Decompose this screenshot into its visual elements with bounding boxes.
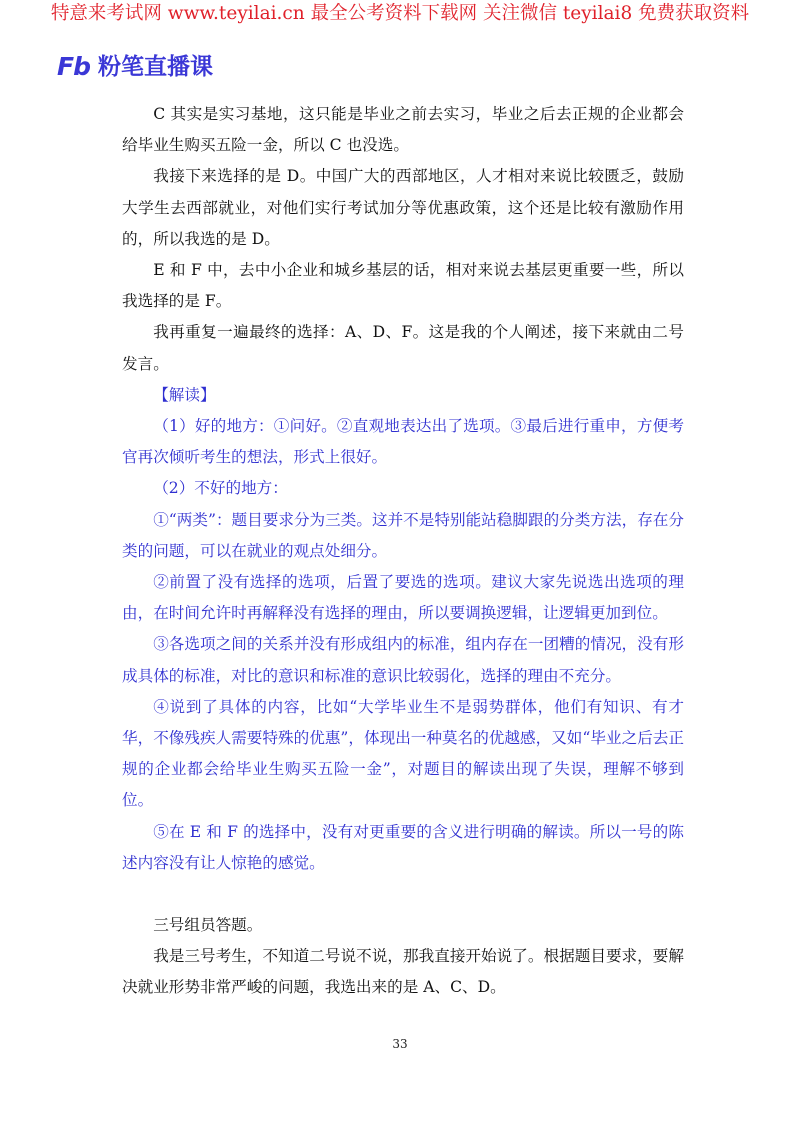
paragraph-2: 我接下来选择的是 D。中国广大的西部地区，人才相对来说比较匮乏，鼓励大学生去西部就业，对他们实行考试加分等优惠政策，这个还是比较有激励作用的，所以我选的是 D。 [122, 167, 684, 248]
paragraph-3: E 和 F 中，去中小企业和城乡基层的话，相对来说去基层更重要一些，所以我选择的是 F。 [122, 261, 684, 311]
brand-logo [57, 52, 213, 82]
analysis-bad-point-2: ②前置了没有选择的选项，后置了要选的选项。建议大家先说选出选项的理由，在时间允许时再解释没有选择的理由，所以要调换逻辑，让逻辑更加到位。 [122, 573, 684, 623]
analysis-good: （1）好的地方：①问好。②直观地表达出了选项。③最后进行重申，方便考官再次倾听考生的想法，形式上很好。 [122, 417, 684, 467]
paragraph-1: C 其实是实习基地，这只能是毕业之前去实习，毕业之后去正规的企业都会给毕业生购买五险一金，所以 C 也没选。 [122, 105, 684, 155]
analysis-bad-point-1: ①“两类”：题目要求分为三类。这并不是特别能站稳脚跟的分类方法，存在分类的问题，可以在就业的观点处细分。 [122, 510, 684, 560]
analysis-bad-heading: （2）不好的地方： [153, 479, 288, 498]
analysis-bad-point-3: ③各选项之间的关系并没有形成组内的标准，组内存在一团糟的情况，没有形成具体的标准，对比的意识和标准的意识比较弱化，选择的理由不充分。 [122, 635, 684, 685]
page-number: 33 [392, 1037, 408, 1051]
brand-name: 粉笔直播课 [97, 54, 213, 80]
analysis-bad-point-5: ⑤在 E 和 F 的选择中，没有对更重要的含义进行明确的解读。所以一号的陈述内容没有让人惊艳的感觉。 [122, 822, 684, 872]
fenbi-logo-icon: Fb [57, 52, 90, 81]
analysis-heading: 【解读】 [153, 385, 216, 404]
analysis-bad-point-4: ④说到了具体的内容，比如“大学毕业生不是弱势群体，他们有知识、有才华，不像残疾人需要特殊的优惠”，体现出一种莫名的优越感，又如“毕业之后去正规的企业都会给毕业生购买五险一金”，对题目的解读出现了失误，理解不够到位。 [122, 697, 684, 810]
document-body [122, 99, 684, 1004]
third-member-heading: 三号组员答题。 [153, 916, 263, 935]
paragraph-4: 我再重复一遍最终的选择：A、D、F。这是我的个人阐述，接下来就由二号发言。 [122, 323, 684, 373]
header-banner: 特意来考试网 www.teyilai.cn 最全公考资料下载网 关注微信 teyilai8 免费获取资料 [50, 3, 750, 24]
third-member-text: 我是三号考生，不知道二号说不说，那我直接开始说了。根据题目要求，要解决就业形势非常严峻的问题，我选出来的是 A、C、D。 [122, 947, 684, 997]
